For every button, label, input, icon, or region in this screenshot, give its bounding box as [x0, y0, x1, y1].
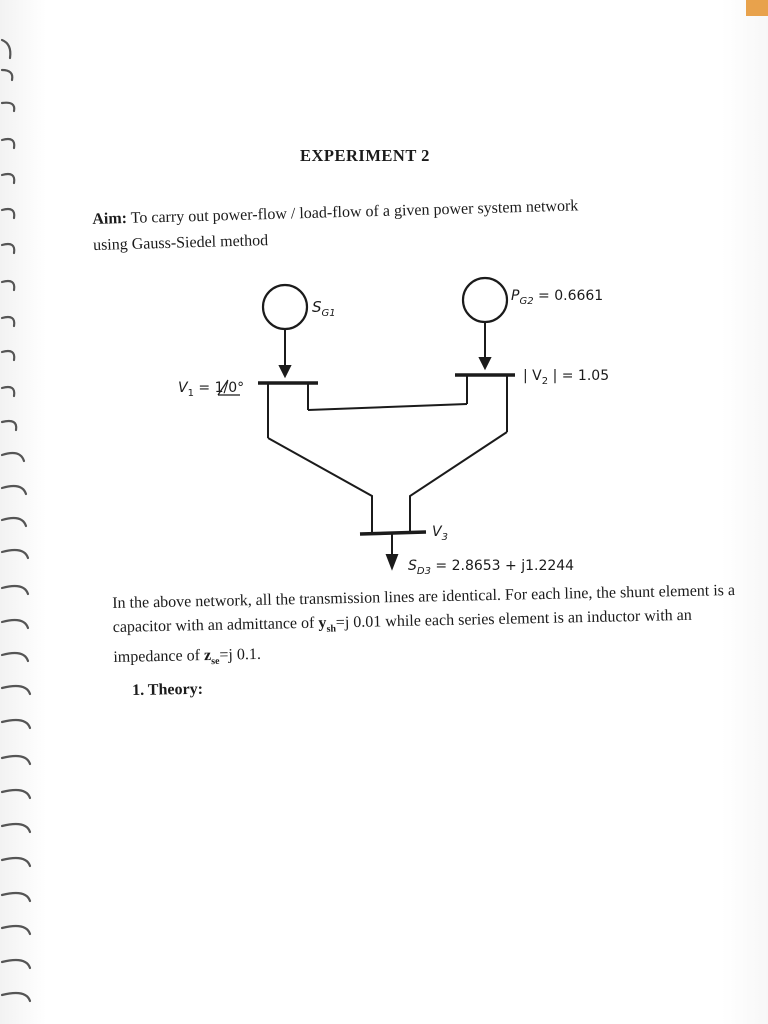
aim-paragraph	[92, 189, 733, 259]
desc-text-1: In the above network, all the transmission lines are identical. For each line, the shunt element is a capacitor with an admittance of	[112, 581, 736, 636]
v2-label: | $V_2$ | = 1.05	[523, 368, 610, 387]
line-1-2	[308, 404, 467, 410]
v3-label: $V_3$	[432, 524, 448, 543]
load-arrow-icon	[387, 555, 397, 568]
ysh-subscript: sh	[326, 623, 337, 635]
page-corner-tab	[746, 0, 768, 16]
aim-label: Aim:	[92, 210, 128, 228]
pg2-label: $P_{G2} = 0.6661$	[511, 288, 604, 307]
v1-label: $V_1 = 1/0^\circ$	[178, 380, 245, 399]
line-1-3	[268, 438, 372, 535]
spiral-binding	[0, 0, 60, 1024]
bus-3	[360, 532, 426, 534]
zse-subscript: se	[211, 656, 220, 668]
page-title: EXPERIMENT 2	[300, 146, 430, 165]
sd3-label: $S_{D3} = 2.8653 + j1.2244$	[408, 558, 575, 577]
theory-heading: 1. Theory:	[132, 680, 204, 699]
power-system-diagram	[160, 270, 640, 590]
network-description	[112, 579, 739, 676]
aim-line-2: using Gauss-Siedel method	[92, 232, 269, 254]
generator-1-icon	[263, 285, 307, 329]
desc-text-3: =j 0.1.	[219, 646, 262, 664]
sg1-label: $S_{G1}$	[312, 298, 336, 319]
generator-2-icon	[463, 278, 507, 322]
aim-line-1: To carry out power-flow / load-flow of a given power system network	[126, 197, 579, 228]
line-2-3	[410, 432, 507, 532]
desc-text-2: =j 0.01 while each series element is an inductor with an impedance of	[113, 606, 692, 667]
zse-symbol: z	[203, 647, 212, 665]
ysh-symbol: y	[318, 614, 327, 632]
